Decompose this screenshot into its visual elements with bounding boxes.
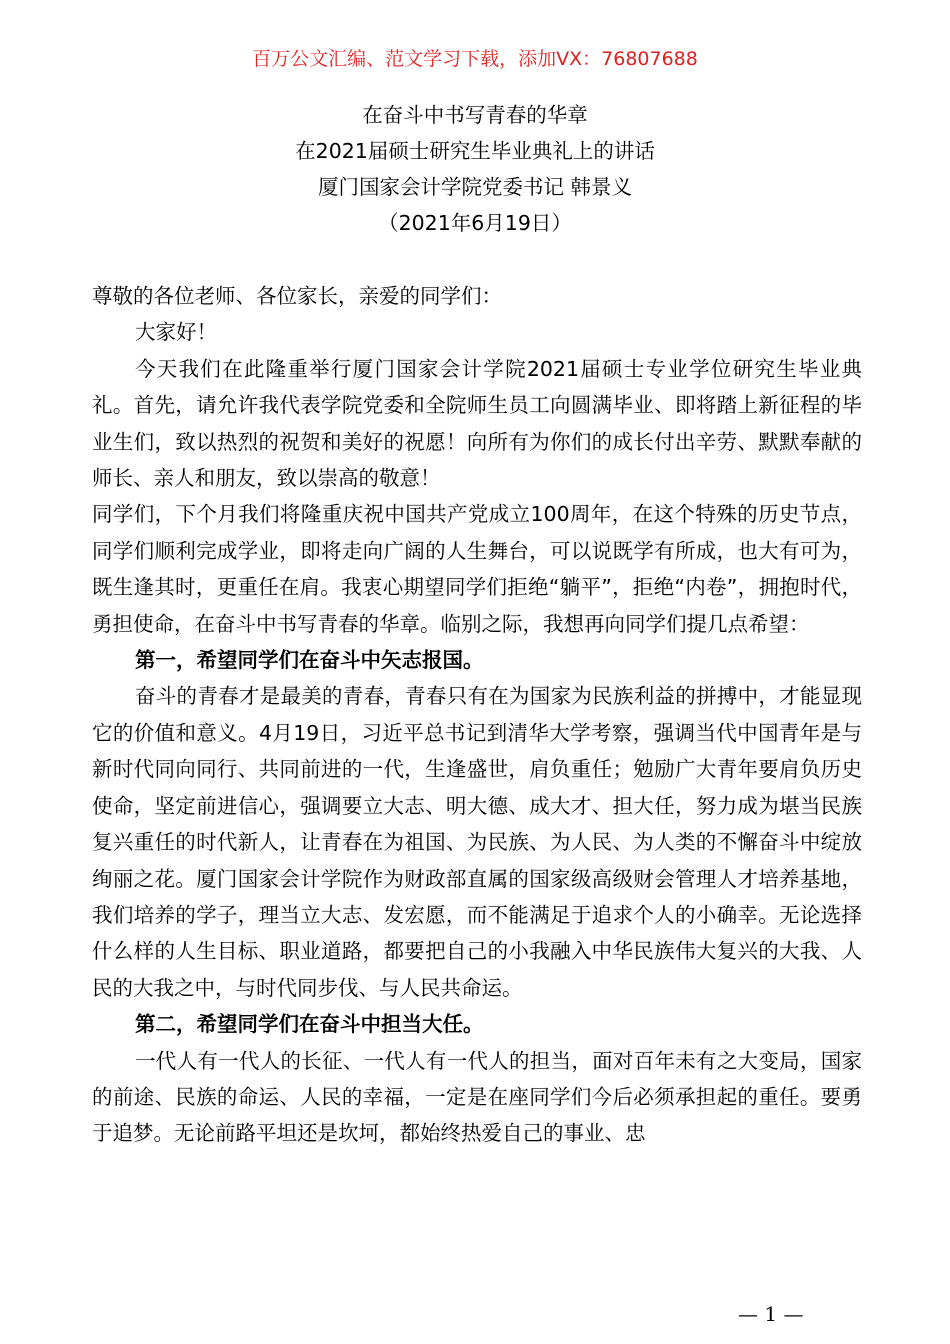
paragraph-expectations: 同学们，下个月我们将隆重庆祝中国共产党成立100周年，在这个特殊的历史节点，同学们顺利完成学业，即将走向广阔的人生舞台，可以说既学有所成，也大有可为，既生逢其时，更重任在肩。我衷心期望同学们拒绝“躺平”，拒绝“内卷”，拥抱时代，勇担使命，在奋斗中书写青春的华章。临别之际，我想再向同学们提几点希望：	[92, 502, 862, 636]
paragraph-section-1: 奋斗的青春才是最美的青春，青春只有在为国家为民族利益的拼搏中，才能显现它的价值和意义。4月19日，习近平总书记到清华大学考察，强调当代中国青年是与新时代同向同行、共同前进的一代，生逢盛世，肩负重任；勉励广大青年要肩负历史使命，坚定前进信心，强调要立大志、明大德、成大才、担大任，努力成为堪当民族复兴重任的时代新人，让青春在为祖国、为民族、为人民、为人类的不懈奋斗中绽放绚丽之花。厦门国家会计学院作为财政部直属的国家级高级财会管理人才培养基地，我们培养的学子，理当立大志、发宏愿，而不能满足于追求个人的小确幸。无论选择什么样的人生目标、职业道路，都要把自己的小我融入中华民族伟大复兴的大我、人民的大我之中，与时代同步伐、与人民共命运。	[92, 684, 862, 1000]
document-subtitle: 在2021届硕士研究生毕业典礼上的讲话	[295, 139, 655, 163]
watermark-banner: 百万公文汇编、范文学习下载，添加VX：76807688	[252, 48, 698, 70]
date-line: （2021年6月19日）	[378, 211, 572, 235]
paragraph-section-2: 一代人有一代人的长征、一代人有一代人的担当，面对百年未有之大变局，国家的前途、民族的命运、人民的幸福，一定是在座同学们今后必须承担起的重任。要勇于追梦。无论前路平坦还是坎坷，都始终热爱自己的事业、忠	[92, 1048, 862, 1146]
section-heading-1: 第一，希望同学们在奋斗中矢志报国。	[135, 648, 484, 673]
page-number: — 1 —	[738, 1302, 804, 1326]
document-body	[92, 278, 862, 1152]
author-line: 厦门国家会计学院党委书记 韩景义	[317, 175, 632, 199]
document-title: 在奋斗中书写青春的华章	[362, 103, 588, 127]
paragraph-opening: 今天我们在此隆重举行厦门国家会计学院2021届硕士专业学位研究生毕业典礼。首先，请允许我代表学院党委和全院师生员工向圆满毕业、即将踏上新征程的毕业生们，致以热烈的祝贺和美好的祝愿！向所有为你们的成长付出辛劳、默默奉献的师长、亲人和朋友，致以崇高的敬意！	[92, 356, 862, 491]
salutation: 尊敬的各位老师、各位家长，亲爱的同学们：	[92, 284, 502, 308]
greeting: 大家好！	[135, 320, 217, 345]
section-heading-2: 第二，希望同学们在奋斗中担当大任。	[135, 1012, 484, 1037]
